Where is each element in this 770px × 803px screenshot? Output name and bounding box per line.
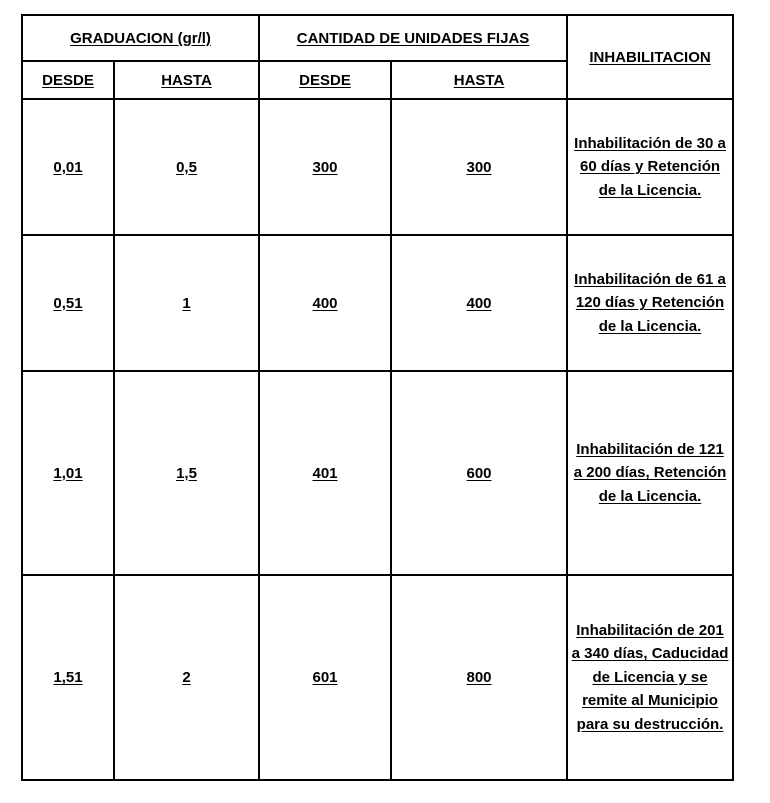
unid-desde-cell: 601 bbox=[259, 575, 391, 780]
inhabilitacion-cell: Inhabilitación de 201 a 340 días, Caducidad de Licencia y se remite al Municipio para su destrucción. bbox=[567, 575, 733, 780]
penalty-table bbox=[21, 14, 734, 781]
unid-hasta-cell: 400 bbox=[391, 235, 567, 371]
header-grad-hasta: HASTA bbox=[114, 61, 259, 99]
grad-hasta-cell: 1,5 bbox=[114, 371, 259, 575]
table-row bbox=[22, 99, 733, 235]
table-row bbox=[22, 575, 733, 780]
unid-hasta-cell: 800 bbox=[391, 575, 567, 780]
table-row bbox=[22, 371, 733, 575]
header-inhabilitacion: INHABILITACION bbox=[567, 15, 733, 99]
header-unid-desde: DESDE bbox=[259, 61, 391, 99]
unid-hasta-cell: 300 bbox=[391, 99, 567, 235]
grad-hasta-cell: 2 bbox=[114, 575, 259, 780]
unid-desde-cell: 400 bbox=[259, 235, 391, 371]
grad-desde-cell: 1,01 bbox=[22, 371, 114, 575]
unid-desde-cell: 401 bbox=[259, 371, 391, 575]
grad-desde-cell: 0,51 bbox=[22, 235, 114, 371]
grad-hasta-cell: 1 bbox=[114, 235, 259, 371]
table-row bbox=[22, 235, 733, 371]
inhabilitacion-cell: Inhabilitación de 121 a 200 días, Retención de la Licencia. bbox=[567, 371, 733, 575]
header-grad-desde: DESDE bbox=[22, 61, 114, 99]
inhabilitacion-cell: Inhabilitación de 30 a 60 días y Retención de la Licencia. bbox=[567, 99, 733, 235]
grad-hasta-cell: 0,5 bbox=[114, 99, 259, 235]
unid-desde-cell: 300 bbox=[259, 99, 391, 235]
unid-hasta-cell: 600 bbox=[391, 371, 567, 575]
header-row-top bbox=[22, 15, 733, 61]
grad-desde-cell: 1,51 bbox=[22, 575, 114, 780]
header-cantidad-unidades: CANTIDAD DE UNIDADES FIJAS bbox=[259, 15, 567, 61]
header-graduacion: GRADUACION (gr/l) bbox=[22, 15, 259, 61]
inhabilitacion-cell: Inhabilitación de 61 a 120 días y Retención de la Licencia. bbox=[567, 235, 733, 371]
grad-desde-cell: 0,01 bbox=[22, 99, 114, 235]
header-unid-hasta: HASTA bbox=[391, 61, 567, 99]
